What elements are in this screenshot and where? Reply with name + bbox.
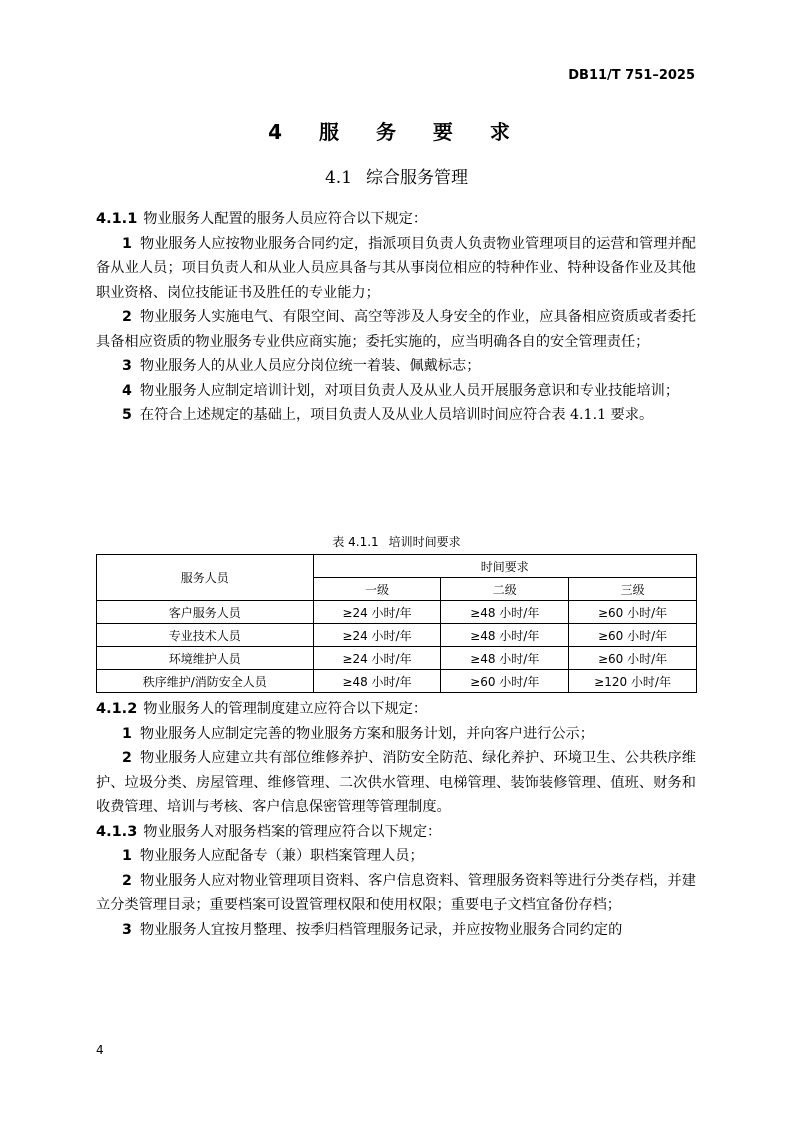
item-text: 物业服务人应制定完善的物业服务方案和服务计划，并向客户进行公示； bbox=[139, 725, 594, 742]
item-text: 物业服务人实施电气、有限空间、高空等涉及人身安全的作业，应具备相应资质或者委托具备相应资质的物业服务专业供应商实施；委托实施的，应当明确各自的安全管理责任； bbox=[96, 309, 696, 350]
item-text: 物业服务人应制定培训计划，对项目负责人及从业人员开展服务意识和专业技能培训； bbox=[139, 382, 680, 399]
list-item bbox=[96, 918, 696, 943]
header-cell: 时间要求 bbox=[313, 555, 696, 578]
list-item bbox=[96, 746, 696, 820]
list-item bbox=[96, 403, 696, 428]
item-number: 1 bbox=[122, 848, 132, 864]
table-number: 表 4.1.1 bbox=[332, 535, 379, 549]
table-cell: ≥60 小时/年 bbox=[441, 670, 569, 693]
list-item bbox=[96, 869, 696, 918]
standard-number: DB11/T 751–2025 bbox=[568, 68, 695, 83]
list-item bbox=[96, 379, 696, 404]
clause-4-1-1 bbox=[96, 207, 696, 428]
clause-text: 物业服务人的管理制度建立应符合以下规定： bbox=[143, 701, 428, 717]
table-row bbox=[97, 601, 697, 624]
table-cell: ≥24 小时/年 bbox=[313, 647, 441, 670]
item-text: 物业服务人应对物业管理项目资料、客户信息资料、管理服务资料等进行分类存档，并建立分类管理目录；重要档案可设置管理权限和使用权限；重要电子文档宜备份存档； bbox=[96, 872, 696, 913]
header-cell: 服务人员 bbox=[97, 555, 314, 601]
table-cell: ≥120 小时/年 bbox=[569, 670, 697, 693]
item-number: 3 bbox=[122, 921, 132, 938]
clause-text: 物业服务人配置的服务人员应符合以下规定： bbox=[143, 211, 428, 227]
section-number: 4.1 bbox=[324, 168, 353, 188]
item-number: 5 bbox=[122, 407, 132, 423]
item-number: 1 bbox=[122, 235, 132, 252]
list-item bbox=[96, 844, 696, 869]
clause-number: 4.1.3 bbox=[96, 823, 138, 840]
section-title-text: 综合服务管理 bbox=[366, 168, 469, 188]
table-caption bbox=[0, 533, 793, 550]
item-number: 2 bbox=[122, 750, 132, 766]
item-text: 物业服务人的从业人员应分岗位统一着装、佩戴标志； bbox=[139, 358, 481, 374]
table-cell: 环境维护人员 bbox=[97, 647, 314, 670]
clause-number: 4.1.1 bbox=[96, 211, 138, 227]
table-cell: ≥60 小时/年 bbox=[569, 624, 697, 647]
list-item bbox=[96, 232, 696, 306]
clause-4-1-2 bbox=[96, 697, 696, 942]
page-number: 4 bbox=[96, 1043, 104, 1057]
item-text: 物业服务人应按物业服务合同约定，指派项目负责人负责物业管理项目的运营和管理并配备从业人员；项目负责人和从业人员应具备与其从事岗位相应的特种作业、特种设备作业及其他职业资格、岗位技能证书及胜任的专业能力； bbox=[96, 235, 696, 301]
list-item bbox=[96, 354, 696, 379]
item-text: 物业服务人应建立共有部位维修养护、消防安全防范、绿化养护、环境卫生、公共秩序维护、垃圾分类、房屋管理、维修管理、二次供水管理、电梯管理、装饰装修管理、值班、财务和收费管理、培训与考核、客户信息保密管理等管理制度。 bbox=[96, 750, 696, 815]
training-time-table bbox=[96, 554, 697, 693]
table-cell: ≥24 小时/年 bbox=[313, 624, 441, 647]
clause-text: 物业服务人对服务档案的管理应符合以下规定： bbox=[143, 823, 442, 840]
table-cell: ≥60 小时/年 bbox=[569, 647, 697, 670]
item-text: 物业服务人宜按月整理、按季归档管理服务记录，并应按物业服务合同约定的 bbox=[139, 921, 623, 938]
section-title bbox=[0, 163, 793, 188]
item-number: 2 bbox=[122, 872, 132, 889]
header-cell: 一级 bbox=[313, 578, 441, 601]
item-number: 2 bbox=[122, 309, 132, 325]
table-cell: ≥48 小时/年 bbox=[313, 670, 441, 693]
item-number: 3 bbox=[122, 358, 132, 374]
table-cell: ≥48 小时/年 bbox=[441, 647, 569, 670]
list-item bbox=[96, 305, 696, 354]
table-cell: 客户服务人员 bbox=[97, 601, 314, 624]
clause-heading bbox=[96, 207, 696, 232]
table-cell: ≥60 小时/年 bbox=[569, 601, 697, 624]
clause-heading bbox=[96, 697, 696, 722]
header-cell: 三级 bbox=[569, 578, 697, 601]
table-row bbox=[97, 670, 697, 693]
item-number: 4 bbox=[122, 382, 132, 399]
clause-number: 4.1.2 bbox=[96, 701, 138, 717]
table-header-row bbox=[97, 555, 697, 578]
table-title: 培训时间要求 bbox=[388, 535, 461, 549]
table-cell: ≥48 小时/年 bbox=[441, 624, 569, 647]
header-cell: 二级 bbox=[441, 578, 569, 601]
table-cell: 专业技术人员 bbox=[97, 624, 314, 647]
table-row bbox=[97, 624, 697, 647]
item-text: 物业服务人应配备专（兼）职档案管理人员； bbox=[139, 848, 424, 864]
list-item bbox=[96, 722, 696, 747]
chapter-title: 4 服 务 要 求 bbox=[268, 120, 525, 144]
item-number: 1 bbox=[122, 725, 132, 742]
table-row bbox=[97, 647, 697, 670]
table-cell: ≥48 小时/年 bbox=[441, 601, 569, 624]
table-cell: 秩序维护/消防安全人员 bbox=[97, 670, 314, 693]
item-text: 在符合上述规定的基础上，项目负责人及从业人员培训时间应符合表 4.1.1 要求。 bbox=[139, 407, 654, 423]
table-cell: ≥24 小时/年 bbox=[313, 601, 441, 624]
clause-heading bbox=[96, 820, 696, 845]
